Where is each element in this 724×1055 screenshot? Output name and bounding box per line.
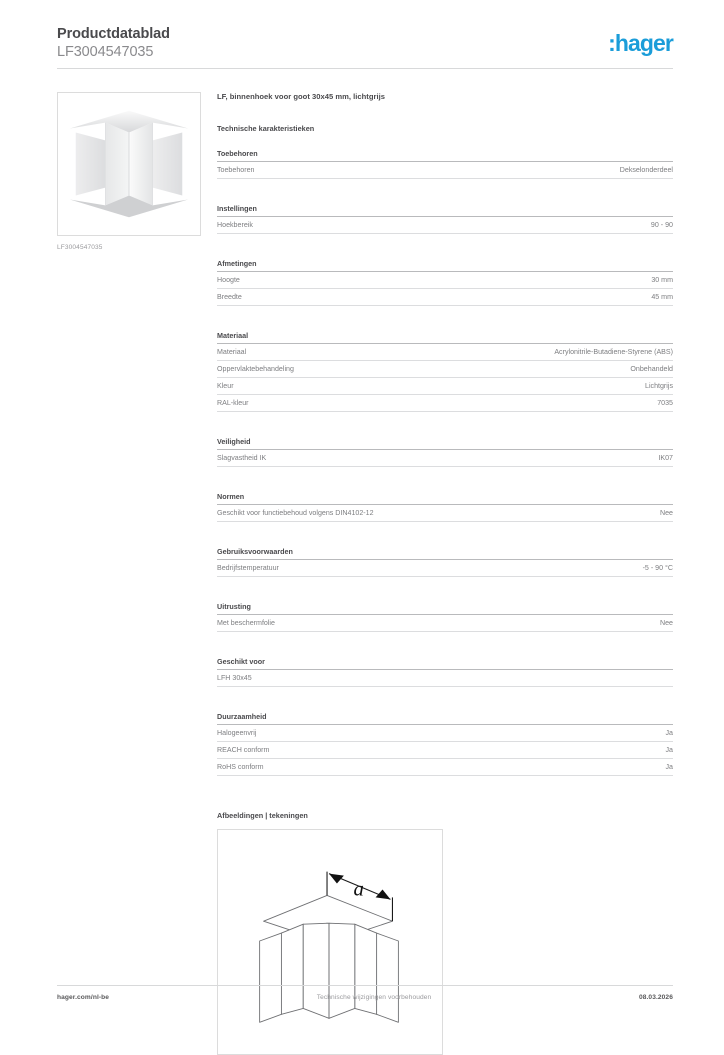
spec-value: IK07	[658, 454, 673, 462]
spec-value: -5 - 90 °C	[642, 564, 673, 572]
spec-row	[217, 361, 673, 378]
technical-drawing-illustration	[218, 830, 442, 1054]
spec-group	[217, 547, 673, 590]
spec-value: Nee	[659, 619, 673, 627]
spec-group-heading: Gebruiksvoorwaarden	[217, 547, 673, 560]
product-reference: LF3004547035	[57, 44, 154, 60]
spec-row	[217, 615, 673, 632]
spec-row	[217, 725, 673, 742]
spec-value: 90 - 90	[650, 221, 673, 229]
spec-row	[217, 162, 673, 179]
drawings-section-title: Afbeeldingen | tekeningen	[217, 811, 308, 820]
spec-group-spacer	[217, 179, 673, 192]
spec-value: Ja	[665, 729, 673, 737]
spec-label: Slagvastheid IK	[217, 454, 267, 462]
dimension-label-a: a	[353, 876, 364, 901]
spec-group-heading: Normen	[217, 492, 673, 505]
spec-group-heading: Afmetingen	[217, 259, 673, 272]
spec-group-spacer	[217, 467, 673, 480]
spec-row	[217, 272, 673, 289]
page-footer	[57, 994, 673, 1001]
product-photo-illustration	[58, 93, 200, 235]
spec-label: RAL-kleur	[217, 399, 249, 407]
specs-section-title: Technische karakteristieken	[217, 124, 315, 133]
spec-value: 7035	[657, 399, 673, 407]
spec-group-heading: Toebehoren	[217, 149, 673, 162]
spec-group	[217, 149, 673, 192]
spec-group-heading: Geschikt voor	[217, 657, 673, 670]
product-photo-caption: LF3004547035	[57, 244, 103, 251]
spec-row	[217, 217, 673, 234]
spec-row	[217, 742, 673, 759]
spec-group-spacer	[217, 412, 673, 425]
product-name: LF, binnenhoek voor goot 30x45 mm, lichtgrijs	[217, 92, 385, 101]
spec-row	[217, 560, 673, 577]
page-title: Productdatablad	[57, 26, 170, 42]
spec-row	[217, 450, 673, 467]
spec-group-spacer	[217, 577, 673, 590]
spec-label: REACH conform	[217, 746, 270, 754]
product-photo	[57, 92, 201, 236]
spec-label: Materiaal	[217, 348, 247, 356]
spec-label: Met beschermfolie	[217, 619, 275, 627]
spec-value: Dekselonderdeel	[619, 166, 673, 174]
spec-group	[217, 204, 673, 247]
spec-row	[217, 344, 673, 361]
spec-group	[217, 437, 673, 480]
spec-value: Ja	[665, 746, 673, 754]
spec-group-heading: Instellingen	[217, 204, 673, 217]
spec-group-heading: Materiaal	[217, 331, 673, 344]
spec-group	[217, 657, 673, 700]
spec-label: Geschikt voor functiebehoud volgens DIN4102-12	[217, 509, 374, 517]
header-divider	[57, 68, 673, 69]
spec-group	[217, 492, 673, 535]
spec-group	[217, 331, 673, 425]
spec-group	[217, 712, 673, 789]
spec-value: 45 mm	[651, 293, 673, 301]
spec-group-spacer	[217, 687, 673, 700]
spec-row	[217, 505, 673, 522]
spec-row	[217, 670, 673, 687]
spec-value: 30 mm	[651, 276, 673, 284]
footer-disclaimer: Technische wijzigingen voorbehouden	[316, 994, 432, 1001]
spec-group-heading: Uitrusting	[217, 602, 673, 615]
spec-value: Nee	[659, 509, 673, 517]
spec-row	[217, 378, 673, 395]
spec-label: Oppervlaktebehandeling	[217, 365, 294, 373]
spec-group	[217, 259, 673, 319]
spec-row	[217, 289, 673, 306]
spec-label: Hoekbereik	[217, 221, 253, 229]
spec-label: Breedte	[217, 293, 242, 301]
spec-group	[217, 602, 673, 645]
spec-label: LFH 30x45	[217, 674, 252, 682]
spec-value: Acrylonitrile-Butadiene-Styrene (ABS)	[554, 348, 673, 356]
footer-divider	[57, 985, 673, 986]
spec-row	[217, 759, 673, 776]
spec-label: Toebehoren	[217, 166, 255, 174]
footer-date: 08.03.2026	[638, 994, 673, 1001]
specifications-table	[217, 149, 673, 789]
spec-label: Bedrijfstemperatuur	[217, 564, 279, 572]
spec-row	[217, 395, 673, 412]
spec-value: Lichtgrijs	[645, 382, 673, 390]
spec-label: RoHS conform	[217, 763, 264, 771]
spec-label: Kleur	[217, 382, 234, 390]
spec-label: Hoogte	[217, 276, 240, 284]
footer-website[interactable]: hager.com/nl-be	[57, 994, 110, 1001]
spec-group-spacer	[217, 632, 673, 645]
technical-drawing	[217, 829, 443, 1055]
spec-value: Ja	[665, 763, 673, 771]
spec-group-heading: Veiligheid	[217, 437, 673, 450]
main-content	[217, 92, 673, 1055]
page-header	[57, 26, 673, 70]
spec-label: Halogeenvrij	[217, 729, 257, 737]
hager-logo: :hager	[608, 30, 673, 56]
spec-group-spacer	[217, 306, 673, 319]
spec-group-heading: Duurzaamheid	[217, 712, 673, 725]
spec-group-spacer	[217, 522, 673, 535]
spec-value: Onbehandeld	[630, 365, 673, 373]
spec-group-spacer	[217, 234, 673, 247]
spec-group-spacer	[217, 776, 673, 789]
